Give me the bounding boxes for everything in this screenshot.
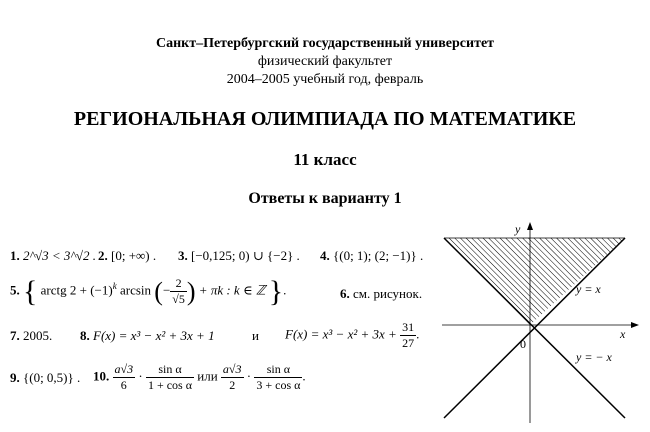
- left-paren: (: [154, 277, 163, 306]
- fraction-denominator: 27: [402, 336, 415, 350]
- right-paren: ): [186, 277, 196, 306]
- answer-3-number: 3.: [178, 248, 188, 263]
- answer-8-second: F(x) = x³ − x² + 3x + $\frac{31}{27}$ .: [285, 320, 420, 350]
- answer-4: [320, 248, 423, 264]
- academic-year: 2004–2005 учебный год, февраль: [226, 72, 424, 87]
- answer-10-fraction-4: [254, 362, 302, 393]
- answer-10-fraction-3: [221, 362, 244, 393]
- answer-10-number: 10.: [93, 368, 110, 384]
- answer-4-expression: {(0; 1); (2; −1)} .: [333, 248, 424, 263]
- answer-9: [10, 370, 80, 386]
- fraction-denominator: 3 + cos α: [256, 378, 301, 392]
- x-axis-arrow: [631, 322, 639, 328]
- answer-6-text: см. рисунок.: [353, 286, 423, 301]
- answer-7: [10, 328, 52, 344]
- faculty-name: физический факультет: [257, 54, 393, 69]
- fraction-numerator: a√3: [222, 362, 242, 376]
- page-title: РЕГИОНАЛЬНАЯ ОЛИМПИАДА ПО МАТЕМАТИКЕ: [73, 108, 577, 130]
- answer-5-arcsin: arcsin: [119, 282, 152, 298]
- answer-8-number: 8.: [80, 328, 90, 343]
- answer-9-expression: {(0; 0,5)} .: [23, 370, 81, 385]
- answer-1-number: 1.: [10, 248, 20, 263]
- fraction-denominator: 2: [229, 378, 236, 392]
- region-figure: [440, 218, 645, 428]
- answer-2-number: 2.: [98, 248, 108, 263]
- line-label-y-minus-x: y = − x: [576, 350, 612, 364]
- fraction-numerator: 31: [402, 320, 415, 334]
- answer-1: [10, 248, 96, 264]
- answer-8-formula-1: F(x) = x³ − x² + 3x + 1: [93, 328, 215, 343]
- answer-10-fraction-2: [146, 362, 194, 393]
- answer-4-number: 4.: [320, 248, 330, 263]
- answer-5-exponent: k: [112, 281, 117, 292]
- grade-heading: 11 класс: [293, 150, 357, 169]
- answer-5-tail: + πk : k ∈ ℤ: [198, 282, 266, 298]
- origin-label: 0: [520, 337, 526, 351]
- fraction-numerator: a√3: [114, 362, 134, 376]
- answer-5: 5. { arctg $2 + (-1)^k$ arcsin (− $\frac{2}{√5}$ ) + πk : k ∈ ℤ }.: [10, 275, 287, 308]
- line-label-y-x: y = x: [576, 282, 601, 296]
- answer-1-expression: 2^√3 < 3^√2 .: [23, 248, 97, 263]
- answer-8-conjunction: и: [252, 328, 259, 343]
- answer-5-number: 5.: [10, 282, 20, 298]
- university-name: Санкт–Петербургский государственный университет: [155, 36, 495, 51]
- answers-heading: Ответы к варианту 1: [248, 190, 402, 207]
- answer-10-fraction-1: [113, 362, 136, 393]
- answer-8: [80, 328, 215, 344]
- answer-9-number: 9.: [10, 370, 20, 385]
- answer-3-expression: [−0,125; 0) ∪ {−2} .: [191, 248, 300, 263]
- answer-3: [178, 248, 300, 264]
- answer-7-text: 2005.: [23, 328, 53, 343]
- x-axis-label: x: [620, 327, 626, 341]
- right-brace: }: [268, 275, 284, 308]
- answer-5-arctg: arctg 2 + (−1): [40, 282, 113, 298]
- answer-7-number: 7.: [10, 328, 20, 343]
- answer-6: [340, 286, 422, 302]
- answer-2-expression: [0; +∞) .: [111, 248, 157, 263]
- answer-10: 10. $\frac{a√3}{6}$ · $\frac{\text{sin α}}{\text{1 + cos α}}$ или $\frac{a√3}{2}$ · $\frac{\text{sin α}}{\text{3 + cos α}}$ .: [93, 362, 306, 392]
- fraction-numerator: 2: [170, 276, 187, 292]
- fraction-denominator: √5: [172, 292, 185, 306]
- answer-8-formula-2: F(x) = x³ − x² + 3x +: [285, 326, 397, 342]
- fraction-numerator: sin α: [146, 362, 194, 378]
- answer-8-fraction: [400, 320, 416, 351]
- y-axis-label: y: [515, 222, 521, 236]
- answer-6-number: 6.: [340, 286, 350, 301]
- answer-2: [98, 248, 156, 264]
- answer-5-fraction: [170, 276, 187, 307]
- answer-10-or: или: [197, 368, 218, 384]
- y-axis-arrow: [527, 222, 533, 230]
- fraction-numerator: sin α: [254, 362, 302, 378]
- fraction-denominator: 1 + cos α: [147, 378, 192, 392]
- fraction-denominator: 6: [120, 378, 127, 392]
- left-brace: {: [23, 275, 38, 308]
